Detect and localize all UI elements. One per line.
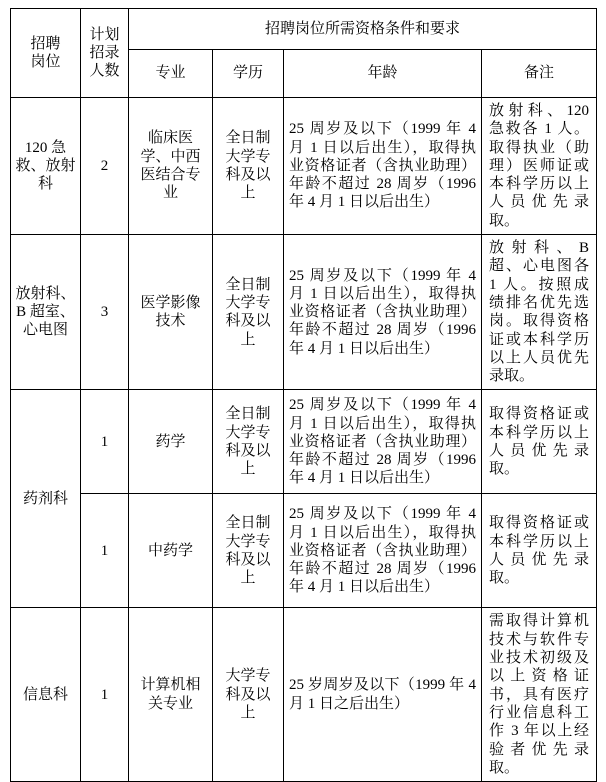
table-row <box>11 235 597 390</box>
header-requirements-group: 招聘岗位所需资格条件和要求 <box>129 9 597 50</box>
cell-age: 25 周岁及以下（1999 年 4 月 1 日以后出生），取得执业资格证者（含执业助理）年龄不超过 28 周岁（1996 年 4 月 1 日以后出生） <box>284 390 482 494</box>
cell-age: 25 周岁及以下（1999 年 4 月 1 日以后出生），取得执业资格证者（含执业助理）年龄不超过 28 周岁（1996 年 4 月 1 日以后出生） <box>284 235 482 390</box>
cell-remarks: 放射科、120 急救各 1 人。取得执业（助理）医师证或本科学历以上人员优先录取。 <box>482 98 597 235</box>
recruitment-table <box>10 8 597 782</box>
header-major: 专业 <box>129 50 213 98</box>
header-remarks: 备注 <box>482 50 597 98</box>
cell-count: 1 <box>81 608 129 782</box>
cell-age: 25 周岁及以下（1999 年 4 月 1 日以后出生），取得执业资格证者（含执业助理）年龄不超过 28 周岁（1996 年 4 月 1 日以后出生） <box>284 98 482 235</box>
table-row <box>11 494 597 608</box>
cell-education: 全日制大学专科及以上 <box>213 494 284 608</box>
cell-position: 120 急救、放射科 <box>11 98 81 235</box>
cell-count: 2 <box>81 98 129 235</box>
cell-major: 临床医学、中西医结合专业 <box>129 98 213 235</box>
cell-education: 全日制大学专科及以上 <box>213 98 284 235</box>
cell-count: 1 <box>81 390 129 494</box>
cell-major: 医学影像技术 <box>129 235 213 390</box>
cell-major: 中药学 <box>129 494 213 608</box>
cell-position: 放射科、B 超室、心电图 <box>11 235 81 390</box>
table-row <box>11 608 597 782</box>
table-row <box>11 98 597 235</box>
cell-education: 大学专科及以上 <box>213 608 284 782</box>
header-count: 计划招录人数 <box>81 9 129 98</box>
header-position: 招聘岗位 <box>11 9 81 98</box>
header-education: 学历 <box>213 50 284 98</box>
cell-age: 25 周岁及以下（1999 年 4 月 1 日以后出生），取得执业资格证者（含执业助理）年龄不超过 28 周岁（1996 年 4 月 1 日以后出生） <box>284 494 482 608</box>
cell-education: 全日制大学专科及以上 <box>213 235 284 390</box>
header-age: 年龄 <box>284 50 482 98</box>
cell-count: 3 <box>81 235 129 390</box>
cell-major: 计算机相关专业 <box>129 608 213 782</box>
cell-position: 信息科 <box>11 608 81 782</box>
cell-remarks: 放射科、B 超、心电图各 1 人。按照成绩排名优先选岗。取得资格证或本科学历以上人员优先录取。 <box>482 235 597 390</box>
cell-remarks: 取得资格证或本科学历以上人员优先录取。 <box>482 390 597 494</box>
cell-remarks: 取得资格证或本科学历以上人员优先录取。 <box>482 494 597 608</box>
cell-remarks: 需取得计算机技术与软件专业技术初级及以上资格证书，具有医疗行业信息科工作 3 年以上经验者优先录取。 <box>482 608 597 782</box>
cell-education: 全日制大学专科及以上 <box>213 390 284 494</box>
header-row-top <box>11 9 597 50</box>
cell-position: 药剂科 <box>11 390 81 608</box>
cell-age: 25 岁周岁及以下（1999 年 4 月 1 日之后出生） <box>284 608 482 782</box>
cell-major: 药学 <box>129 390 213 494</box>
table-row <box>11 390 597 494</box>
cell-count: 1 <box>81 494 129 608</box>
